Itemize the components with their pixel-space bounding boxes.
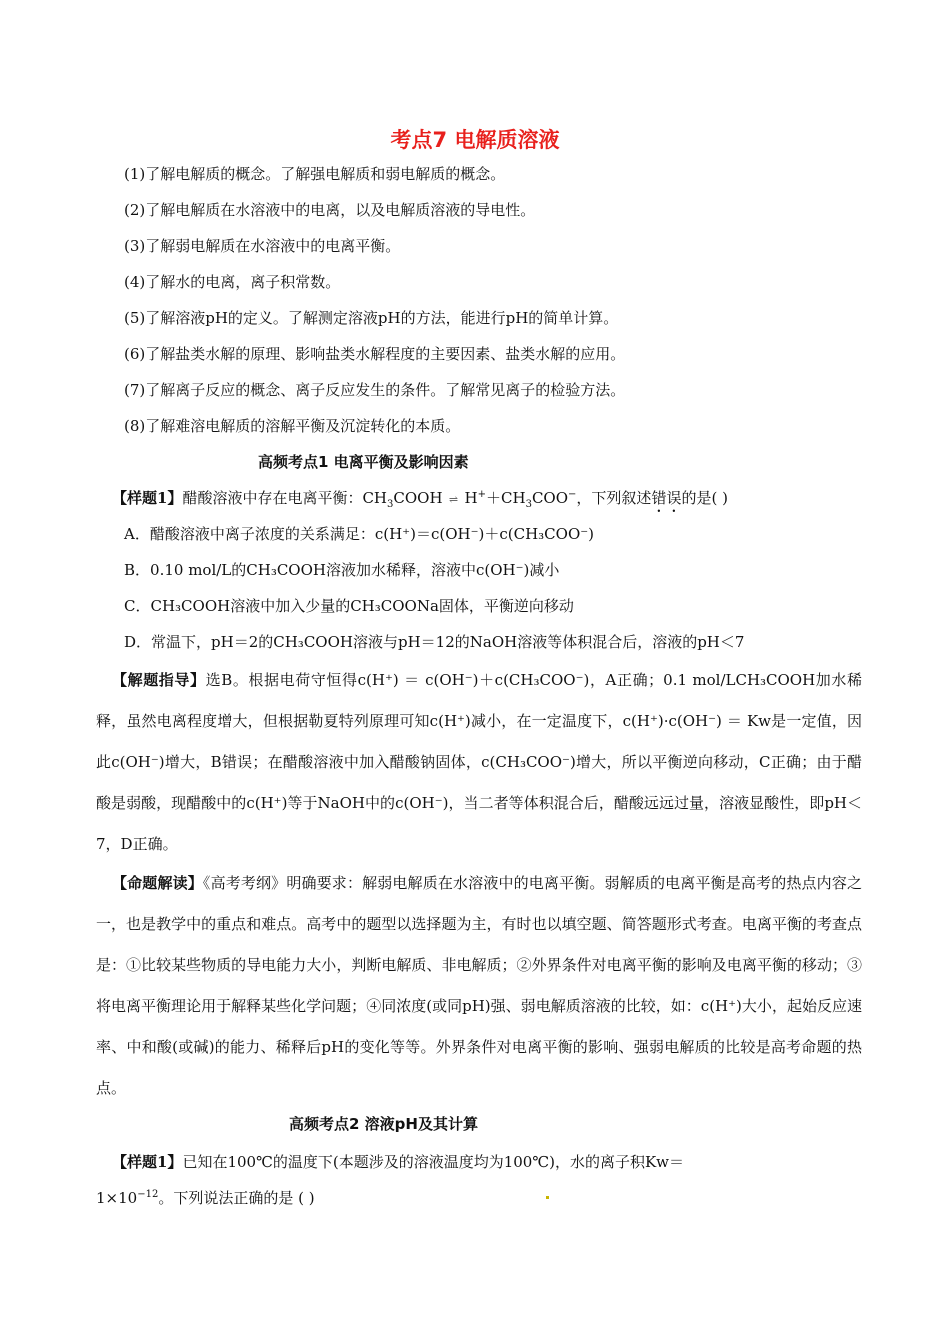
question2-tag: 【样题1】	[112, 1153, 183, 1171]
emphasized-word: 错误	[651, 489, 682, 507]
question-text-g: 的是( )	[681, 489, 728, 507]
solution-guide	[96, 660, 862, 865]
question-text-a: 醋酸溶液中存在电离平衡：CH	[182, 489, 387, 507]
section-heading-1: 高频考点1 电离平衡及影响因素	[258, 453, 469, 471]
subscript-3b: 3	[525, 499, 532, 510]
option-c: C．CH₃COOH溶液中加入少量的CH₃COONa固体，平衡逆向移动	[124, 597, 574, 615]
reading-tag: 【命题解读】	[112, 874, 203, 892]
page-title: 考点7 电解质溶液	[390, 128, 560, 152]
subscript-3: 3	[387, 499, 394, 510]
option-b: B．0.10 mol/L的CH₃COOH溶液加水稀释，溶液中c(OH⁻)减小	[124, 561, 560, 579]
superscript-plus: +	[477, 489, 487, 500]
stray-mark	[546, 1196, 549, 1199]
question-text-f: ，下列叙述	[576, 489, 652, 507]
question-text-e: COO	[531, 489, 569, 507]
section-heading-2: 高频考点2 溶液pH及其计算	[289, 1115, 478, 1133]
question-interpretation	[96, 863, 862, 1109]
question-tag: 【样题1】	[112, 489, 183, 507]
guide-text: 选B。根据电荷守恒得c(H⁺) ＝ c(OH⁻)＋c(CH₃COO⁻)，A正确；0.1 mol/LCH₃COOH加水稀释，虽然电离程度增大，但根据勒夏特列原理可知c(H⁺)减小，在一定温度下，c(H⁺)·c(OH⁻) ＝ Kw是一定值，因此c(OH⁻)增大，B错误；在醋酸溶液中加入醋酸钠固体，c(CH₃COO⁻)增大，所以平衡逆向移动，C正确；由于醋酸是弱酸，现醋酸中的c(H⁺)等于NaOH中的c(OH⁻)，当二者等体积混合后，醋酸远远过量，溶液显酸性，即pH＜7，D正确。	[96, 671, 862, 853]
superscript-minus: −	[568, 489, 577, 500]
objective-4: (4)了解水的电离，离子积常数。	[124, 273, 341, 291]
sample-question-1	[112, 487, 728, 516]
question-text-d: ＋CH	[486, 489, 526, 507]
question-text-b: COOH	[393, 489, 443, 507]
sample-question-2-line1	[112, 1151, 684, 1172]
question2-text-b: 。下列说法正确的是 ( )	[158, 1189, 315, 1207]
guide-tag: 【解题指导】	[112, 671, 206, 689]
equilibrium-arrow-icon: ⇌	[448, 493, 459, 506]
objective-7: (7)了解离子反应的概念、离子反应发生的条件。了解常见离子的检验方法。	[124, 381, 626, 399]
objective-1: (1)了解电解质的概念。了解强电解质和弱电解质的概念。	[124, 165, 506, 183]
question2-text-a: 1×10	[96, 1189, 138, 1207]
question2-text: 已知在100℃的温度下(本题涉及的溶液温度均为100℃)，水的离子积Kw＝	[182, 1153, 685, 1171]
exponent: −12	[137, 1189, 159, 1200]
objective-3: (3)了解弱电解质在水溶液中的电离平衡。	[124, 237, 401, 255]
objective-2: (2)了解电解质在水溶液中的电离，以及电解质溶液的导电性。	[124, 201, 536, 219]
option-d: D．常温下，pH＝2的CH₃COOH溶液与pH＝12的NaOH溶液等体积混合后，溶液的pH＜7	[124, 633, 745, 651]
option-a: A．醋酸溶液中离子浓度的关系满足：c(H⁺)＝c(OH⁻)＋c(CH₃COO⁻)	[124, 525, 595, 543]
objective-6: (6)了解盐类水解的原理、影响盐类水解程度的主要因素、盐类水解的应用。	[124, 345, 626, 363]
objective-8: (8)了解难溶电解质的溶解平衡及沉淀转化的本质。	[124, 417, 461, 435]
sample-question-2-line2	[96, 1187, 315, 1208]
objective-5: (5)了解溶液pH的定义。了解测定溶液pH的方法，能进行pH的简单计算。	[124, 309, 619, 327]
question-text-c: H	[464, 489, 478, 507]
reading-text: 《高考考纲》明确要求：解弱电解质在水溶液中的电离平衡。弱解质的电离平衡是高考的热点内容之一，也是教学中的重点和难点。高考中的题型以选择题为主，有时也以填空题、简答题形式考查。电离平衡的考查点是：①比较某些物质的导电能力大小，判断电解质、非电解质；②外界条件对电离平衡的影响及电离平衡的移动；③将电离平衡理论用于解释某些化学问题；④同浓度(或同pH)强、弱电解质溶液的比较，如：c(H⁺)大小，起始反应速率、中和酸(或碱)的能力、稀释后pH的变化等等。外界条件对电离平衡的影响、强弱电解质的比较是高考命题的热点。	[96, 874, 862, 1097]
